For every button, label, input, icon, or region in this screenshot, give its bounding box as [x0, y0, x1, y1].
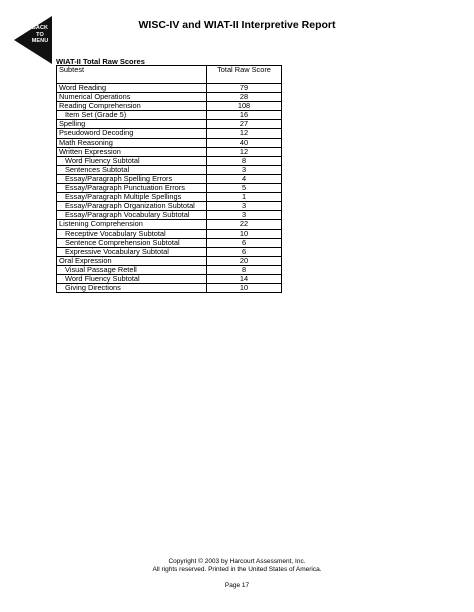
raw-score-value: 79	[207, 84, 282, 93]
table-row	[57, 102, 282, 111]
subtest-name: Item Set (Grade 5)	[57, 111, 207, 120]
raw-score-value: 5	[207, 184, 282, 193]
table-row	[57, 238, 282, 247]
raw-score-value: 16	[207, 111, 282, 120]
raw-score-value: 6	[207, 247, 282, 256]
page-title: WISC-IV and WIAT-II Interpretive Report	[138, 19, 336, 31]
subtest-name: Math Reasoning	[57, 138, 207, 147]
subtest-name: Essay/Paragraph Organization Subtotal	[57, 202, 207, 211]
copyright-line: Copyright © 2003 by Harcourt Assessment, Inc.	[168, 558, 306, 565]
subtest-name: Giving Directions	[57, 284, 207, 293]
table-row	[57, 138, 282, 147]
page-number: Page 17	[224, 582, 250, 589]
raw-score-value: 3	[207, 202, 282, 211]
raw-score-value: 40	[207, 138, 282, 147]
raw-score-value: 10	[207, 229, 282, 238]
raw-score-value: 27	[207, 120, 282, 129]
table-row	[57, 284, 282, 293]
back-label-line-2: TO	[36, 31, 44, 38]
table-row	[57, 256, 282, 265]
subtest-name: Reading Comprehension	[57, 102, 207, 111]
raw-score-value: 4	[207, 174, 282, 183]
section-title: WIAT-II Total Raw Scores	[56, 57, 145, 66]
subtest-name: Receptive Vocabulary Subtotal	[57, 229, 207, 238]
subtest-name: Essay/Paragraph Multiple Spellings	[57, 193, 207, 202]
subtest-name: Sentences Subtotal	[57, 165, 207, 174]
subtest-name: Expressive Vocabulary Subtotal	[57, 247, 207, 256]
subtest-name: Listening Comprehension	[57, 220, 207, 229]
table-row	[57, 220, 282, 229]
subtest-name: Written Expression	[57, 147, 207, 156]
raw-score-value: 3	[207, 165, 282, 174]
table-row	[57, 184, 282, 193]
table-row	[57, 229, 282, 238]
table-row	[57, 174, 282, 183]
table-row	[57, 193, 282, 202]
table-row	[57, 247, 282, 256]
raw-score-value: 20	[207, 256, 282, 265]
raw-score-value: 12	[207, 147, 282, 156]
table-row	[57, 129, 282, 138]
raw-score-value: 108	[207, 102, 282, 111]
rights-line: All rights reserved. Printed in the United States of America.	[152, 566, 322, 573]
raw-scores-table	[56, 65, 282, 293]
table-row	[57, 165, 282, 174]
raw-score-value: 14	[207, 274, 282, 283]
subtest-name: Numerical Operations	[57, 93, 207, 102]
table-row	[57, 120, 282, 129]
subtest-name: Essay/Paragraph Vocabulary Subtotal	[57, 211, 207, 220]
subtest-name: Essay/Paragraph Punctuation Errors	[57, 184, 207, 193]
raw-score-value: 10	[207, 284, 282, 293]
subtest-name: Word Fluency Subtotal	[57, 156, 207, 165]
table-row	[57, 211, 282, 220]
subtest-name: Visual Passage Retell	[57, 265, 207, 274]
table-row	[57, 265, 282, 274]
column-header-subtest: Subtest	[57, 66, 207, 84]
table-row	[57, 93, 282, 102]
back-label-line-3: MENU	[31, 38, 49, 44]
subtest-name: Pseudoword Decoding	[57, 129, 207, 138]
raw-score-value: 6	[207, 238, 282, 247]
raw-score-value: 8	[207, 156, 282, 165]
back-label-line-1: BACK	[31, 25, 49, 31]
raw-score-value: 8	[207, 265, 282, 274]
raw-score-value: 22	[207, 220, 282, 229]
subtest-name: Word Reading	[57, 84, 207, 93]
subtest-name: Sentence Comprehension Subtotal	[57, 238, 207, 247]
subtest-name: Word Fluency Subtotal	[57, 274, 207, 283]
table-row	[57, 84, 282, 93]
raw-score-value: 3	[207, 211, 282, 220]
column-header-total-raw-score: Total Raw Score	[207, 66, 282, 84]
table-header-row	[57, 66, 282, 84]
table-row	[57, 111, 282, 120]
raw-score-value: 28	[207, 93, 282, 102]
subtest-name: Oral Expression	[57, 256, 207, 265]
raw-score-value: 12	[207, 129, 282, 138]
table-row	[57, 202, 282, 211]
footer-copyright	[0, 558, 474, 574]
subtest-name: Spelling	[57, 120, 207, 129]
subtest-name: Essay/Paragraph Spelling Errors	[57, 174, 207, 183]
table-row	[57, 274, 282, 283]
table-row	[57, 156, 282, 165]
raw-score-value: 1	[207, 193, 282, 202]
table-row	[57, 147, 282, 156]
